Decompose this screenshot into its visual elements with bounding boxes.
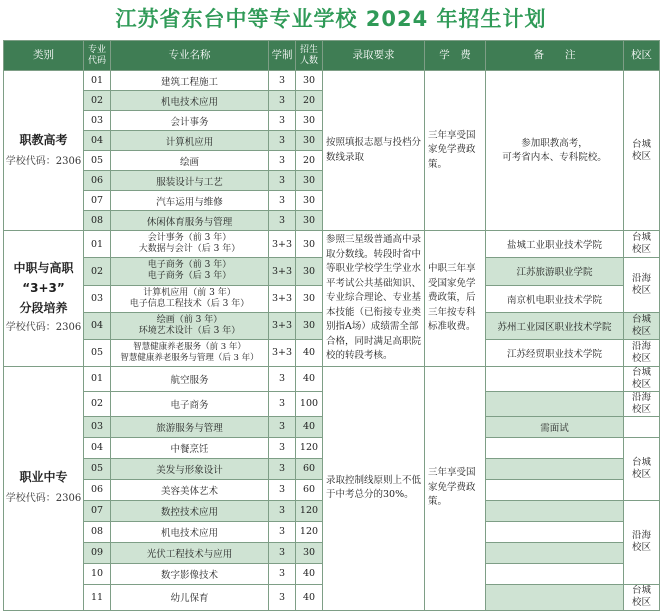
years: 3+3: [269, 312, 296, 339]
years: 3: [269, 563, 296, 584]
major-name: 数控技术应用: [111, 500, 269, 521]
campus-cell: [624, 416, 660, 437]
major-name-line: 会计事务（前 3 年）: [147, 233, 232, 243]
note-cell: [486, 542, 624, 563]
page-title: 江苏省东台中等专业学校 2024 年招生计划: [115, 7, 547, 31]
major-code: 08: [84, 521, 111, 542]
years: 3: [269, 131, 296, 151]
major-code: 01: [84, 231, 111, 258]
note-cell: [486, 437, 624, 458]
enroll-count: 20: [296, 91, 323, 111]
note-cell: [486, 500, 624, 521]
major-name: 汽车运用与维修: [111, 191, 269, 211]
note-cell: 盐城工业职业技术学院: [486, 231, 624, 258]
major-name-line: 电子商务（前 3 年）: [147, 260, 232, 271]
enroll-count: 30: [296, 191, 323, 211]
enroll-count: 30: [296, 312, 323, 339]
category-cell-vocational-exam: [4, 71, 84, 231]
major-name: 机电技术应用: [111, 91, 269, 111]
note-cell: 参加职教高考， 可考省内本、专科院校。: [486, 71, 624, 231]
major-code: 02: [84, 258, 111, 286]
note-cell: [486, 584, 624, 610]
campus-cell: 沿海 校区: [624, 258, 660, 313]
major-code: 04: [84, 131, 111, 151]
note-cell: 江苏旅游职业学院: [486, 258, 624, 286]
years: 3: [269, 521, 296, 542]
major-code: 04: [84, 437, 111, 458]
category-name: 中职与高职: [13, 261, 74, 276]
note-cell: [486, 366, 624, 391]
major-code: 01: [84, 366, 111, 391]
tuition-cell: 三年享受国家免学费政策。: [425, 71, 486, 231]
enroll-count: 30: [296, 71, 323, 91]
major-name: 休闲体育服务与管理: [111, 211, 269, 231]
enroll-count: 30: [296, 171, 323, 191]
enroll-count: 120: [296, 437, 323, 458]
enroll-count: 40: [296, 563, 323, 584]
campus-cell: 沿海 校区: [624, 339, 660, 366]
major-code: 07: [84, 500, 111, 521]
major-name: 美发与形象设计: [111, 458, 269, 479]
major-code: 02: [84, 391, 111, 416]
note-cell: 需面试: [486, 416, 624, 437]
major-name: 电子商务: [111, 391, 269, 416]
major-code: 01: [84, 71, 111, 91]
table-row: [4, 366, 660, 391]
major-code: 05: [84, 339, 111, 366]
note-cell: [486, 563, 624, 584]
years: 3+3: [269, 339, 296, 366]
campus-cell: 台城 校区: [624, 366, 660, 391]
years: 3+3: [269, 258, 296, 286]
enroll-count: 30: [296, 131, 323, 151]
major-name: [111, 258, 269, 286]
major-name: 美容美体艺术: [111, 479, 269, 500]
campus-cell: 台城 校区: [624, 231, 660, 258]
enroll-count: 120: [296, 521, 323, 542]
note-cell: [486, 391, 624, 416]
header-major-name: 专业名称: [111, 41, 269, 71]
major-name-line: 计算机应用（前 3 年）: [143, 287, 236, 298]
major-name: 计算机应用: [111, 131, 269, 151]
enroll-count: 60: [296, 479, 323, 500]
header-row: [4, 41, 660, 71]
enroll-count: 120: [296, 500, 323, 521]
category-name: 分段培养: [19, 301, 68, 316]
major-code: 07: [84, 191, 111, 211]
major-name-line: 绘画（前 3 年）: [156, 314, 223, 325]
header-requirement: 录取要求: [323, 41, 425, 71]
years: 3: [269, 437, 296, 458]
major-code: 05: [84, 458, 111, 479]
years: 3: [269, 191, 296, 211]
note-cell: [486, 458, 624, 479]
enroll-count: 30: [296, 231, 323, 258]
major-name: [111, 285, 269, 312]
major-name-line: 智慧健康养老服务（前 3 年）: [133, 341, 246, 352]
campus-cell: 台城 校区: [624, 71, 660, 231]
major-code: 03: [84, 285, 111, 312]
major-name: [111, 312, 269, 339]
major-code: 11: [84, 584, 111, 610]
header-tuition: 学 费: [425, 41, 486, 71]
major-name-line: 智慧健康养老服务与管理（后 3 年）: [120, 352, 259, 363]
enroll-count: 40: [296, 416, 323, 437]
major-name: 中餐烹饪: [111, 437, 269, 458]
major-name: [111, 231, 269, 258]
enroll-count: 20: [296, 151, 323, 171]
school-code: 学校代码：2306: [5, 155, 82, 167]
major-name-line: 电子商务（后 3 年）: [147, 271, 232, 282]
major-code: 06: [84, 171, 111, 191]
enroll-count: 30: [296, 111, 323, 131]
major-name-line: 电子信息工程技术（后 3 年）: [129, 298, 250, 309]
tuition-cell: 三年享受国家免学费政策。: [425, 366, 486, 610]
years: 3: [269, 500, 296, 521]
campus-cell: 台城 校区: [624, 437, 660, 500]
enroll-count: 60: [296, 458, 323, 479]
campus-cell: 台城 校区: [624, 584, 660, 610]
requirement-cell: 按照填报志愿与投档分数线录取: [323, 71, 425, 231]
note-cell: [486, 521, 624, 542]
years: 3: [269, 366, 296, 391]
header-campus: 校区: [624, 41, 660, 71]
header-category: 类别: [4, 41, 84, 71]
years: 3: [269, 111, 296, 131]
major-name: 幼儿保育: [111, 584, 269, 610]
years: 3+3: [269, 285, 296, 312]
category-name: 职业中专: [19, 470, 68, 484]
years: 3: [269, 91, 296, 111]
years: 3: [269, 211, 296, 231]
major-code: 03: [84, 416, 111, 437]
years: 3: [269, 416, 296, 437]
table-row: [4, 231, 660, 258]
enrollment-plan-table: [3, 40, 660, 611]
major-name: 绘画: [111, 151, 269, 171]
major-code: 02: [84, 91, 111, 111]
note-cell: 江苏经贸职业技术学院: [486, 339, 624, 366]
major-name: 数字影像技术: [111, 563, 269, 584]
category-cell-3plus3: [4, 231, 84, 367]
category-cell-secondary-vocational: [4, 366, 84, 610]
years: 3: [269, 479, 296, 500]
years: 3: [269, 391, 296, 416]
major-code: 08: [84, 211, 111, 231]
years: 3: [269, 151, 296, 171]
major-code: 04: [84, 312, 111, 339]
header-years: 学制: [269, 41, 296, 71]
header-major-code: 专业 代码: [84, 41, 111, 71]
major-code: 05: [84, 151, 111, 171]
major-name: 旅游服务与管理: [111, 416, 269, 437]
enroll-count: 30: [296, 211, 323, 231]
years: 3: [269, 71, 296, 91]
enroll-count: 40: [296, 366, 323, 391]
major-name: 建筑工程施工: [111, 71, 269, 91]
school-code: 学校代码：2306: [5, 322, 82, 334]
tuition-cell: 中职三年享受国家免学费政策，后三年按专科标准收费。: [425, 231, 486, 367]
major-name: 会计事务: [111, 111, 269, 131]
category-name: 职教高考: [19, 132, 68, 147]
major-name-line: 大数据与会计（后 3 年）: [138, 244, 241, 254]
category-name: “3+3”: [22, 281, 65, 296]
campus-cell: 沿海 校区: [624, 391, 660, 416]
years: 3: [269, 584, 296, 610]
enroll-count: 30: [296, 285, 323, 312]
major-code: 09: [84, 542, 111, 563]
header-note: 备 注: [486, 41, 624, 71]
school-code: 学校代码：2306: [5, 493, 82, 504]
enroll-count: 30: [296, 542, 323, 563]
major-name: [111, 339, 269, 366]
header-enroll-count: 招生 人数: [296, 41, 323, 71]
note-cell: [486, 479, 624, 500]
campus-cell: 台城 校区: [624, 312, 660, 339]
years: 3+3: [269, 231, 296, 258]
major-name: 机电技术应用: [111, 521, 269, 542]
enroll-count: 100: [296, 391, 323, 416]
major-name: 光伏工程技术与应用: [111, 542, 269, 563]
note-cell: 苏州工业园区职业技术学院: [486, 312, 624, 339]
years: 3: [269, 542, 296, 563]
major-name: 服装设计与工艺: [111, 171, 269, 191]
major-code: 03: [84, 111, 111, 131]
major-code: 06: [84, 479, 111, 500]
requirement-cell: 参照三星级普通高中录取分数线。转段时省中等职业学校学生学业水平考试公共基础知识、专业综合理论、专业基本技能（已衔接专业类别指A场）成绩需全部合格，同时满足高职院校的转段考核。: [323, 231, 425, 367]
enroll-count: 30: [296, 258, 323, 286]
major-code: 10: [84, 563, 111, 584]
enroll-count: 40: [296, 584, 323, 610]
major-name-line: 环境艺术设计（后 3 年）: [138, 325, 241, 336]
note-cell: 南京机电职业技术学院: [486, 285, 624, 312]
enroll-count: 40: [296, 339, 323, 366]
campus-cell: 沿海 校区: [624, 500, 660, 584]
table-row: [4, 71, 660, 91]
years: 3: [269, 171, 296, 191]
major-name: 航空服务: [111, 366, 269, 391]
years: 3: [269, 458, 296, 479]
requirement-cell: 录取控制线原则上不低于中考总分的30%。: [323, 366, 425, 610]
